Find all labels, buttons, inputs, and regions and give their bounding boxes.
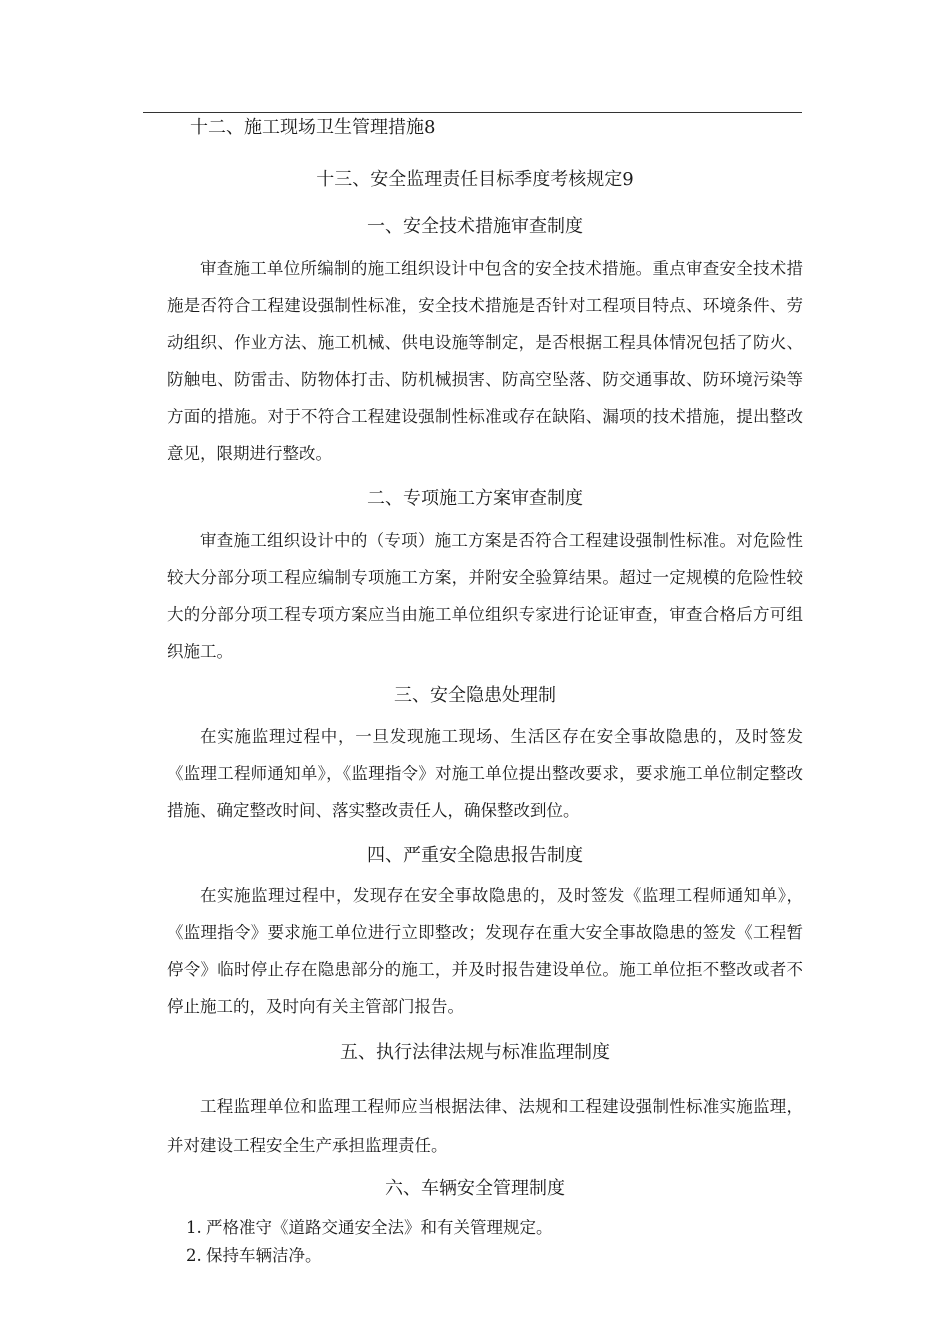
section-2-title: 二、专项施工方案审查制度 [367, 488, 583, 509]
section-5-body: 工程监理单位和监理工程师应当根据法律、法规和工程建设强制性标准实施监理，并对建设工程安全生产承担监理责任。 [167, 1097, 803, 1155]
section-6-list [186, 1214, 806, 1270]
section-3-body: 在实施监理过程中，一旦发现施工现场、生活区存在安全事故隐患的，及时签发《监理工程师通知单》，《监理指令》对施工单位提出整改要求，要求施工单位制定整改措施、确定整改时间、落实整改责任人，确保整改到位。 [167, 727, 803, 820]
section-4-title: 四、严重安全隐患报告制度 [367, 845, 583, 866]
toc-item-12: 十二、施工现场卫生管理措施8 [190, 117, 436, 138]
section-2-body: 审查施工组织设计中的（专项）施工方案是否符合工程建设强制性标准。对危险性较大分部分项工程应编制专项施工方案，并附安全验算结果。超过一定规模的危险性较大的分部分项工程专项方案应当由施工单位组织专家进行论证审查，审查合格后方可组织施工。 [167, 531, 803, 661]
header-rule [143, 112, 802, 113]
list-item-number: 2. [186, 1246, 202, 1265]
list-item-number: 1. [186, 1218, 202, 1237]
section-5-title: 五、执行法律法规与标准监理制度 [340, 1042, 610, 1063]
section-1-body: 审查施工单位所编制的施工组织设计中包含的安全技术措施。重点审查安全技术措施是否符合工程建设强制性标准，安全技术措施是否针对工程项目特点、环境条件、劳动组织、作业方法、施工机械、供电设施等制定，是否根据工程具体情况包括了防火、防触电、防雷击、防物体打击、防机械损害、防高空坠落、防交通事故、防环境污染等方面的措施。对于不符合工程建设强制性标准或存在缺陷、漏项的技术措施，提出整改意见，限期进行整改。 [167, 259, 803, 463]
list-item [186, 1214, 806, 1242]
list-item-text: 严格准守《道路交通安全法》和有关管理规定。 [206, 1218, 553, 1237]
section-1-title: 一、安全技术措施审查制度 [367, 216, 583, 237]
list-item [186, 1242, 806, 1270]
section-4-body: 在实施监理过程中，发现存在安全事故隐患的，及时签发《监理工程师通知单》，《监理指令》要求施工单位进行立即整改；发现存在重大安全事故隐患的签发《工程暂停令》临时停止存在隐患部分的施工，并及时报告建设单位。施工单位拒不整改或者不停止施工的，及时向有关主管部门报告。 [167, 886, 803, 1016]
section-6-title: 六、车辆安全管理制度 [385, 1178, 565, 1199]
toc-item-13: 十三、安全监理责任目标季度考核规定9 [316, 169, 634, 190]
list-item-text: 保持车辆洁净。 [206, 1246, 322, 1265]
section-3-title: 三、安全隐患处理制 [394, 685, 556, 706]
